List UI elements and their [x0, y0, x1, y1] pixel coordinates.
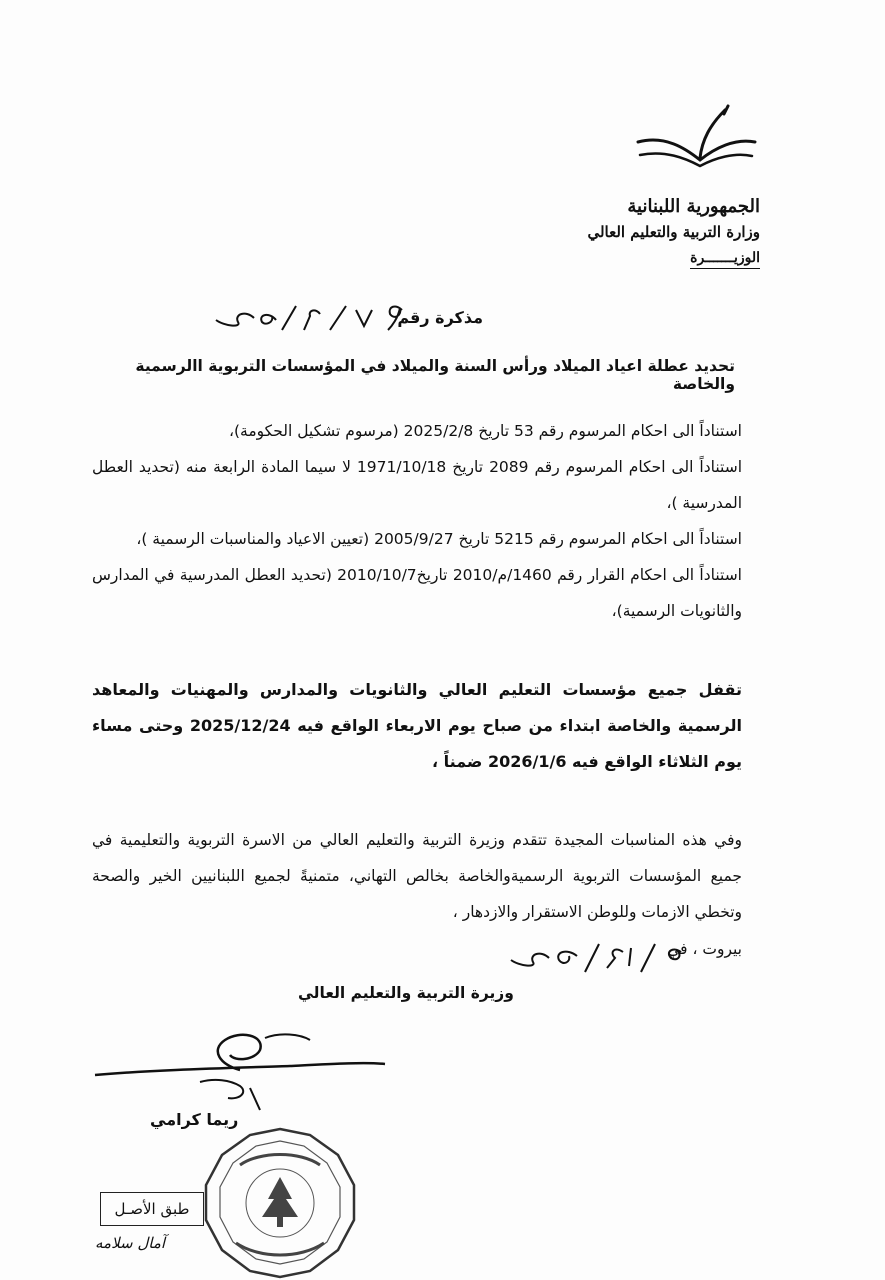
recital-2: استناداً الى احكام المرسوم رقم 2089 تاريخ 1971/10/18 لا سيما المادة الرابعة منه (تحديد العطل المدرسية )،	[92, 458, 743, 512]
greeting-text: وفي هذه المناسبات المجيدة تتقدم وزيرة التربية والتعليم العالي من الاسرة التربوية والتعليمية في جميع المؤسسات التربوية الرسميةوالخاصة بخالص التهاني، متمنيةً لجميع اللبنانيين الخير والصحة وتخطي الازمات وللوطن الاستقرار والازدهار ،	[92, 831, 742, 921]
decision	[92, 672, 742, 780]
certifier-name: آمال سلامه	[95, 1234, 166, 1252]
signature-icon	[90, 1020, 390, 1120]
certified-copy-stamp: طبق الأصـل	[100, 1192, 204, 1226]
memo-title: تحديد عطلة اعياد الميلاد ورأس السنة والميلاد في المؤسسات التربوية االرسمية والخاصة	[135, 357, 735, 393]
memo-number-handwritten	[212, 298, 412, 338]
date-handwritten	[505, 938, 690, 978]
recital-1: استناداً الى احكام المرسوم رقم 53 تاريخ 2025/2/8 (مرسوم تشكيل الحكومة)،	[229, 422, 742, 440]
decision-text: تقفل جميع مؤسسات التعليم العالي والثانويات والمدارس والمهنيات والمعاهد الرسمية والخاصة ابتداء من صباح يوم الاربعاء الواقع فيه 2025/12/24 وحتى مساء يوم الثلاثاء الواقع فيه 2026/1/6 ضمناً ،	[92, 680, 742, 771]
signatory-ministry: وزيرة التربية والتعليم العالي	[298, 984, 514, 1002]
greeting	[92, 822, 742, 930]
recitals	[92, 413, 742, 629]
date-prefix: بيروت ، في	[667, 940, 742, 958]
signer-name: ريما كرامي	[150, 1110, 239, 1129]
republic-name: الجمهورية اللبنانية	[627, 196, 760, 217]
minister-office: الوزيـــــــرة	[690, 250, 760, 269]
ministry-name: وزارة التربية والتعليم العالي	[587, 223, 760, 241]
recital-3: استناداً الى احكام المرسوم رقم 5215 تاريخ 2005/9/27 (تعيين الاعياد والمناسبات الرسمية )،	[136, 530, 742, 548]
letterhead	[560, 196, 760, 269]
recital-4: استناداً الى احكام القرار رقم 1460/م/2010 تاريخ2010/10/7 (تحديد العطل المدرسية في المدارس والثانويات الرسمية)،	[92, 566, 742, 620]
ministry-logo-icon	[630, 100, 760, 190]
memo-label: مذكرة رقم	[397, 308, 483, 327]
official-seal-icon	[200, 1125, 360, 1280]
